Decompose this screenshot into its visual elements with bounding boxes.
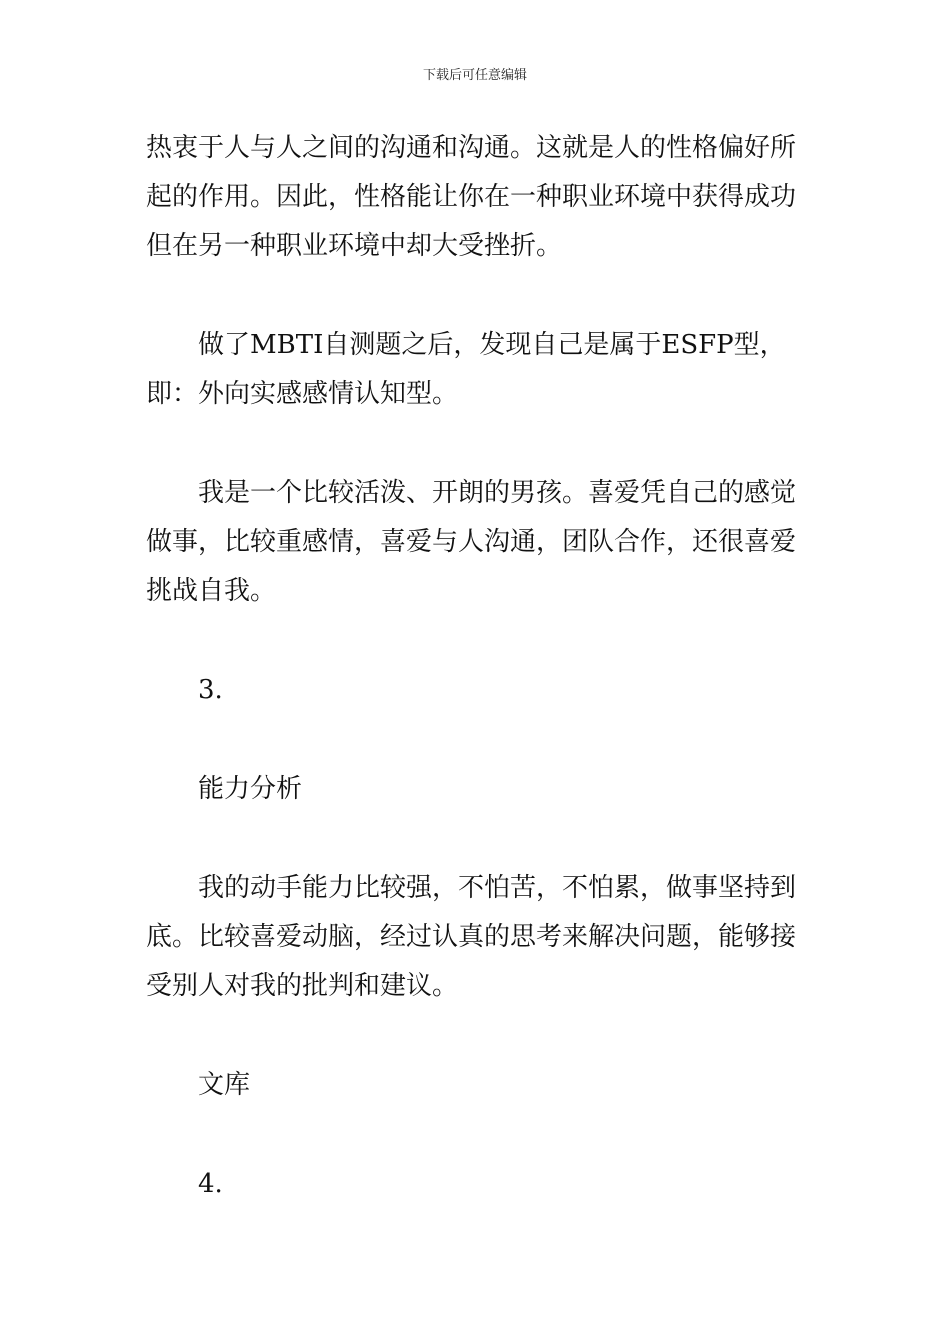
paragraph-ability-description: 我的动手能力比较强，不怕苦，不怕累，做事坚持到底。比较喜爱动脑，经过认真的思考来解决问题，能够接受别人对我的批判和建议。 — [146, 873, 797, 1001]
paragraph-gap — [146, 715, 816, 765]
page-header: 下载后可任意编辑 — [422, 68, 527, 83]
document-body — [146, 124, 816, 1209]
section-number-4: 4. — [198, 1169, 223, 1199]
paragraph-self-description: 我是一个比较活泼、开朗的男孩。喜爱凭自己的感觉做事，比较重感情，喜爱与人沟通，团队合作，还很喜爱挑战自我。 — [146, 478, 797, 606]
paragraph-gap — [146, 814, 816, 864]
paragraph-gap — [146, 1110, 816, 1160]
paragraph-gap — [146, 419, 816, 469]
paragraph-gap — [146, 271, 816, 321]
paragraph-gap — [146, 616, 816, 666]
paragraph-mbti-result: 做了MBTI自测题之后，发现自己是属于ESFP型，即：外向实感感情认知型。 — [146, 330, 786, 409]
paragraph-personality-preference: 热衷于人与人之间的沟通和沟通。这就是人的性格偏好所起的作用。因此，性格能让你在一种职业环境中获得成功但在另一种职业环境中却大受挫折。 — [146, 133, 797, 261]
paragraph-gap — [146, 1011, 816, 1061]
section-heading-ability-analysis: 能力分析 — [198, 774, 303, 804]
section-number-3: 3. — [198, 675, 223, 705]
paragraph-wenku: 文库 — [198, 1070, 251, 1100]
